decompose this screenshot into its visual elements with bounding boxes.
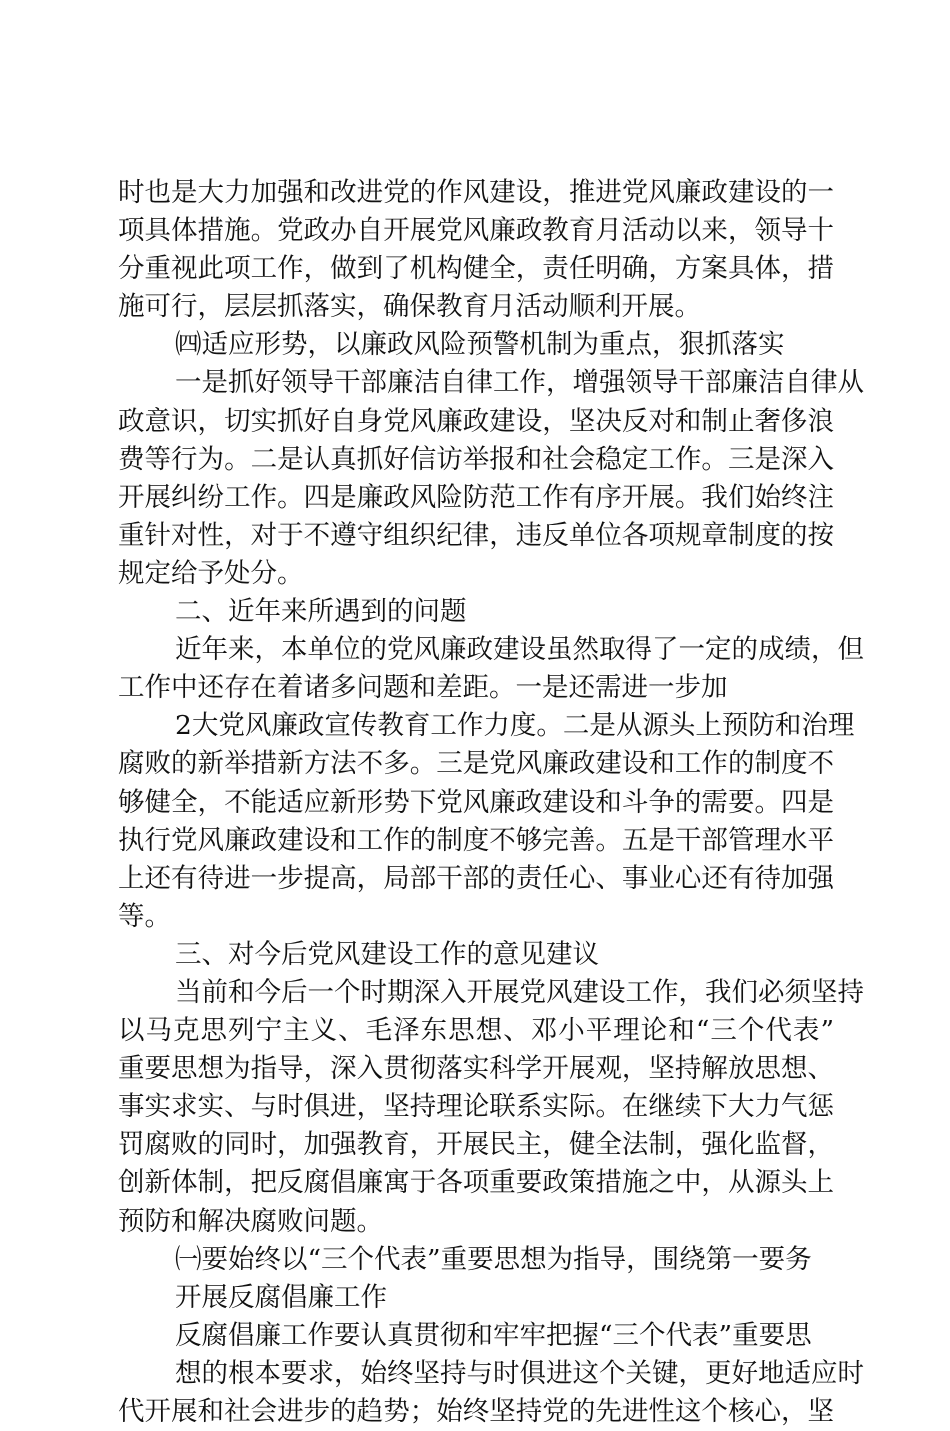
text-line: ㈠要始终以“三个代表”重要思想为指导，围绕第一要务 xyxy=(175,1243,812,1275)
text-line: 罚腐败的同时，加强教育，开展民主，健全法制，强化监督， xyxy=(118,1129,834,1161)
text-line: 上还有待进一步提高，局部干部的责任心、事业心还有待加强 xyxy=(118,862,834,894)
text-line: 开展纠纷工作。四是廉政风险防范工作有序开展。我们始终注 xyxy=(118,481,834,513)
text-line: 够健全，不能适应新形势下党风廉政建设和斗争的需要。四是 xyxy=(118,786,834,818)
text-line: 重针对性，对于不遵守组织纪律，违反单位各项规章制度的按 xyxy=(118,519,834,551)
text-line: 重要思想为指导，深入贯彻落实科学开展观，坚持解放思想、 xyxy=(118,1053,834,1085)
text-line: 分重视此项工作，做到了机构健全，责任明确，方案具体，措 xyxy=(118,253,834,285)
text-line: 腐败的新举措新方法不多。三是党风廉政建设和工作的制度不 xyxy=(118,748,834,780)
text-line: 预防和解决腐败问题。 xyxy=(118,1205,383,1237)
text-line: 以马克思列宁主义、毛泽东思想、邓小平理论和“三个代表” xyxy=(118,1015,834,1047)
text-line: 二、近年来所遇到的问题 xyxy=(175,596,467,628)
text-line: 2大党风廉政宣传教育工作力度。二是从源头上预防和治理 xyxy=(175,710,855,742)
text-line: 一是抓好领导干部廉洁自律工作，增强领导干部廉洁自律从 xyxy=(175,367,864,399)
text-line: 近年来，本单位的党风廉政建设虽然取得了一定的成绩，但 xyxy=(175,634,864,666)
text-line: 反腐倡廉工作要认真贯彻和牢牢把握“三个代表”重要思 xyxy=(175,1319,812,1351)
text-line: 等。 xyxy=(118,900,171,932)
text-line: 事实求实、与时俱进，坚持理论联系实际。在继续下大力气惩 xyxy=(118,1091,834,1123)
text-line: 规定给予处分。 xyxy=(118,557,304,589)
document-body xyxy=(118,174,864,1431)
text-line: 政意识，切实抓好自身党风廉政建设，坚决反对和制止奢侈浪 xyxy=(118,405,834,437)
text-line: 施可行，层层抓落实，确保教育月活动顺利开展。 xyxy=(118,291,701,323)
text-line: 执行党风廉政建设和工作的制度不够完善。五是干部管理水平 xyxy=(118,824,834,856)
text-line: 想的根本要求，始终坚持与时俱进这个关键，更好地适应时 xyxy=(175,1357,864,1389)
text-line: ㈣适应形势，以廉政风险预警机制为重点，狠抓落实 xyxy=(175,329,785,361)
text-line: 当前和今后一个时期深入开展党风建设工作，我们必须坚持 xyxy=(175,976,864,1008)
text-line: 创新体制，把反腐倡廉寓于各项重要政策措施之中，从源头上 xyxy=(118,1167,834,1199)
text-line: 项具体措施。党政办自开展党风廉政教育月活动以来，领导十 xyxy=(118,215,834,247)
text-line: 工作中还存在着诸多问题和差距。一是还需进一步加 xyxy=(118,672,728,704)
text-line: 开展反腐倡廉工作 xyxy=(175,1281,387,1313)
text-line: 代开展和社会进步的趋势；始终坚持党的先进性这个核心，坚 xyxy=(118,1396,834,1427)
text-line: 时也是大力加强和改进党的作风建设，推进党风廉政建设的一 xyxy=(118,177,834,208)
text-line: 三、对今后党风建设工作的意见建议 xyxy=(175,938,599,970)
text-line: 费等行为。二是认真抓好信访举报和社会稳定工作。三是深入 xyxy=(118,443,834,475)
